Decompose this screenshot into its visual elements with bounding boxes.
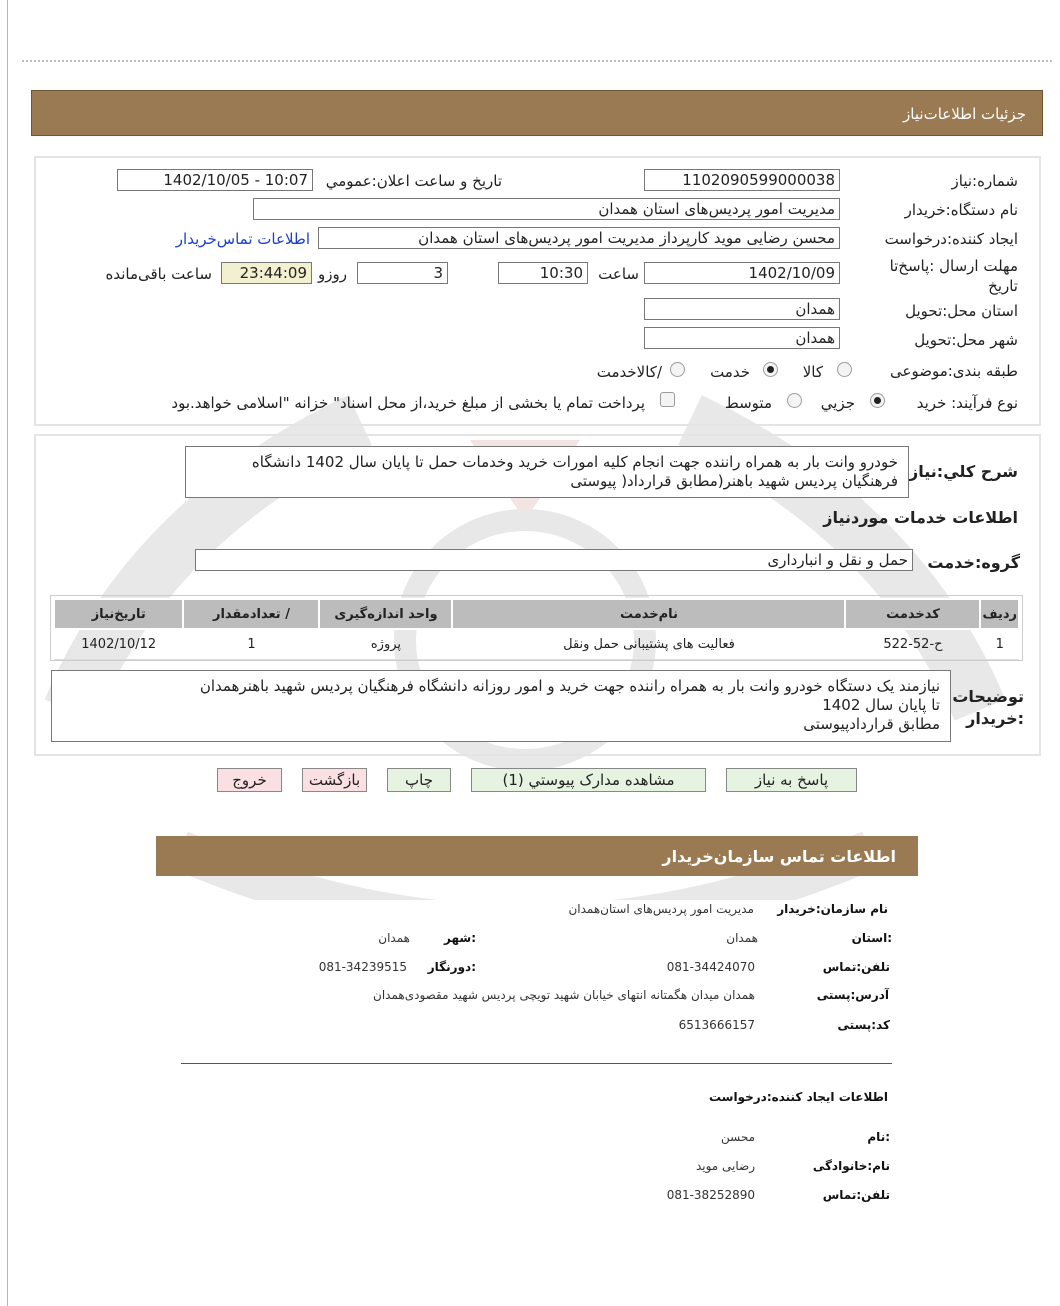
contact-phone-value: 081-34424070 [666,960,755,974]
creator-family-value: رضایی موید [695,1159,755,1173]
buyer-notes-label: توضیحات :خریدار [952,687,1024,728]
col-unit-header: واحد اندازه‌گیری [319,599,452,629]
description-text [185,446,909,498]
remaining-time-field: 23:44:09 [221,262,312,284]
contact-province-label: :استان [851,931,892,945]
creator-family-label: نام:خانوادگی [812,1159,890,1173]
contact-address-label: آدرس:پستی [816,988,889,1002]
section-divider [181,1063,892,1064]
creator-phone-label: تلفن:تماس [822,1188,890,1202]
back-button[interactable]: بازگشت [302,768,367,792]
cell-name: فعالیت های پشتیبانی حمل ونقل [452,629,845,659]
page-header-bar [31,90,1043,136]
category-service-label: خدمت [710,363,750,381]
col-code-header: کدخدمت [845,599,980,629]
process-medium-radio[interactable] [787,393,802,408]
cell-qty: 1 [183,629,319,659]
service-group-label: گروه:خدمت [927,553,1020,572]
contact-city-value: همدان [378,931,410,945]
print-button[interactable]: چاپ [387,768,451,792]
left-border-line [7,0,8,1306]
services-heading: اطلاعات خدمات موردنیاز [823,508,1018,527]
description-line-2: فرهنگیان پردیس شهید باهنر(مطابق قرارداد( پیوستی [570,472,898,490]
category-label: طبقه بندی:موضوعی [890,362,1018,380]
category-goods-service-radio[interactable] [670,362,685,377]
service-group-field[interactable]: حمل و نقل و انبارداری [195,549,913,571]
city-label: شهر محل:تحویل [914,331,1018,349]
creator-name-label: :نام [867,1130,890,1144]
col-date-header: تاریخ‌نیاز [54,599,183,629]
contact-org-label: نام سازمان:خریدار [777,902,888,916]
treasury-payment-note: پرداخت تمام یا بخشی از مبلغ خرید،از محل اسناد" خزانه "اسلامی خواهد.بود [171,394,645,412]
contact-fax-value: 081-34239515 [318,960,407,974]
announce-field[interactable]: 1402/10/05 - 10:07 [117,169,313,191]
description-line-1: خودرو وانت بار به همراه راننده جهت انجام کلیه امورات خرید وخدمات حمل تا پایان سال 1402 دانشگاه [251,453,898,471]
description-label: شرح کلي:نیاز [909,462,1018,481]
process-minor-radio[interactable] [870,393,885,408]
buyer-notes-line-2: تا پایان سال 1402 [822,696,940,714]
deadline-time-label: ساعت [598,265,639,283]
contact-org-value: مدیریت امور پردیس‌های استان‌همدان [568,902,754,916]
process-minor-label: جزیي [820,394,855,412]
announce-label: تاریخ و ساعت اعلان:عمومي [325,172,502,190]
contact-address-value: همدان میدان هگمتانه انتهای خیابان شهید تویچی پردیس شهید مقصودی‌همدان [373,988,755,1002]
buyer-notes-line-3: مطابق قراردادپیوستی [803,715,940,733]
cell-row: 1 [980,629,1019,659]
need-number-label: شماره:نیاز [951,172,1018,190]
province-field[interactable]: همدان [644,298,840,320]
deadline-label: مهلت ارسال :پاسخ‌تا تاریخ [889,257,1018,295]
buyer-notes-text [51,670,951,742]
table-frame [50,595,1023,661]
category-goods-service-label: /کالاخدمت [596,363,662,381]
contact-fax-label: :دورنگار [427,960,476,974]
creator-section-title: اطلاعات ایجاد کننده:درخواست [708,1090,888,1104]
cell-date: 1402/10/12 [54,629,183,659]
deadline-time-field[interactable]: 10:30 [498,262,588,284]
reply-button[interactable]: پاسخ به نیاز [726,768,857,792]
contact-header-bar [156,836,918,876]
province-label: استان محل:تحویل [905,302,1018,320]
creator-field[interactable]: محسن رضایی موید کارپرداز مدیریت امور پردیس‌های استان همدان [318,227,840,249]
cell-unit: پروژه [319,629,452,659]
creator-phone-value: 081-38252890 [666,1188,755,1202]
city-field[interactable]: همدان [644,327,840,349]
buyer-notes-line-1: نیازمند یک دستگاه خودرو وانت بار به همراه راننده جهت خرید و امور روزانه دانشگاه فرهنگیان پردیس شهید باهنرهمدان [199,677,940,695]
process-medium-label: متوسط [724,394,772,412]
buyer-contact-link[interactable]: اطلاعات تماس‌خریدار [175,230,310,248]
process-label: نوع فرآیند: خرید [916,394,1018,412]
exit-button[interactable]: خروج [217,768,282,792]
remaining-label: ساعت باقی‌مانده [105,265,212,283]
contact-city-label: :شهر [444,931,476,945]
buyer-org-label: نام دستگاه:خریدار [904,201,1018,219]
days-field[interactable]: 3 [357,262,448,284]
category-goods-radio[interactable] [837,362,852,377]
col-qty-header: / تعدادمقدار [183,599,319,629]
category-goods-label: کالا [802,363,823,381]
contact-postal-label: کد:پستی [837,1018,890,1032]
deadline-date-field[interactable]: 1402/10/09 [644,262,840,284]
cell-code: ح-52-522 [845,629,980,659]
creator-label: ایجاد کننده:درخواست [884,230,1018,248]
col-name-header: نام‌خدمت [452,599,845,629]
view-attachments-button[interactable]: مشاهده مدارک پیوستي (1) [471,768,706,792]
contact-postal-value: 6513666157 [678,1018,755,1032]
category-service-radio[interactable] [763,362,778,377]
treasury-payment-checkbox[interactable] [660,392,675,407]
top-dotted-divider [22,60,1052,62]
col-row-header: ردیف [980,599,1019,629]
page-header-title: جزئيات اطلاعات‌نياز [903,105,1026,123]
contact-phone-label: تلفن:تماس [822,960,890,974]
days-label: روزو [318,265,347,283]
contact-header-title: اطلاعات تماس سازمان‌خریدار [662,847,896,866]
buyer-org-field[interactable]: مدیریت امور پردیس‌های استان همدان [253,198,840,220]
creator-name-value: محسن [720,1130,755,1144]
need-number-field[interactable]: 1102090599000038 [644,169,840,191]
contact-province-value: همدان [726,931,758,945]
